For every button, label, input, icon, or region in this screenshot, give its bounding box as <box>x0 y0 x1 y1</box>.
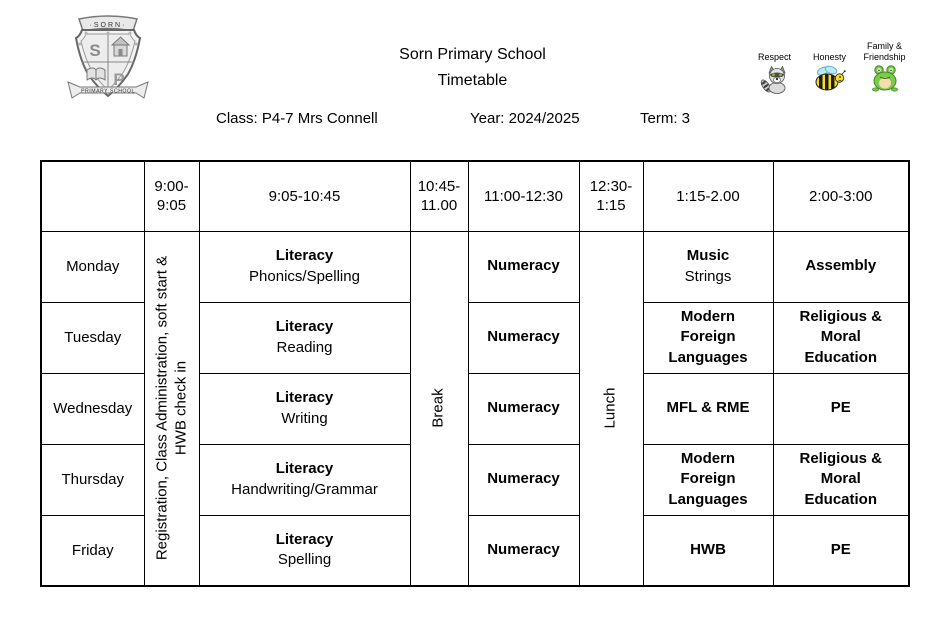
cell-monday-afternoon2 <box>773 231 909 302</box>
lunch-vertical-text: Lunch <box>601 387 619 429</box>
subject-title: Modern Foreign Languages <box>668 450 748 508</box>
cell-monday-literacy <box>199 231 410 302</box>
subject-title: MFL & RME <box>666 399 750 417</box>
cell-wednesday-afternoon2 <box>773 373 909 444</box>
header-time-afternoon1: 1:15-2.00 <box>643 161 773 231</box>
subject-title: PE <box>830 399 851 417</box>
time-header-row <box>41 161 909 231</box>
subject-title: Literacy <box>275 389 334 407</box>
cell-wednesday-afternoon1 <box>643 373 773 444</box>
school-name: Sorn Primary School <box>399 46 546 63</box>
header-time-numeracy: 11:00-12:30 <box>468 161 579 231</box>
cell-tuesday-literacy <box>199 302 410 373</box>
subject-focus: Reading <box>276 338 333 356</box>
day-label-monday: Monday <box>41 231 144 302</box>
subject-title: Numeracy <box>487 541 560 559</box>
subject-title: Numeracy <box>487 399 560 417</box>
subject-title: Literacy <box>275 318 334 336</box>
cell-friday-afternoon1 <box>643 515 773 586</box>
badge-family-friendship <box>860 28 909 94</box>
badge-honesty-label: Honesty <box>812 51 847 62</box>
badge-family-friendship-label: Family & Friendship <box>863 41 906 62</box>
subject-title: Numeracy <box>487 328 560 346</box>
crest-bottom-banner-text: PRIMARY SCHOOL <box>81 88 135 95</box>
cell-thursday-afternoon2 <box>773 444 909 515</box>
crest-letter-p: P <box>113 70 125 89</box>
subject-focus: Handwriting/Grammar <box>231 480 378 498</box>
cell-thursday-numeracy <box>468 444 579 515</box>
cell-friday-afternoon2 <box>773 515 909 586</box>
badge-respect-label: Respect <box>757 51 792 62</box>
year-label: Year: 2024/2025 <box>470 110 580 127</box>
subject-title: Literacy <box>275 531 334 548</box>
cell-tuesday-afternoon2 <box>773 302 909 373</box>
school-values-badges <box>750 28 910 94</box>
day-label-wednesday: Wednesday <box>41 373 144 444</box>
crest-top-banner-text: ·SORN· <box>89 22 127 29</box>
header-time-afternoon2: 2:00-3:00 <box>773 161 909 231</box>
cell-thursday-literacy <box>199 444 410 515</box>
cell-tuesday-numeracy <box>468 302 579 373</box>
lunch-column-cell <box>579 231 643 586</box>
frog-icon <box>870 64 900 92</box>
subject-title: Literacy <box>275 247 334 265</box>
subject-focus: Phonics/Spelling <box>249 267 360 285</box>
subject-title: PE <box>830 541 851 559</box>
header-time-lunch: 12:30-1:15 <box>579 161 643 231</box>
subject-title: Modern Foreign Languages <box>668 308 748 366</box>
bee-icon <box>813 64 847 92</box>
badge-respect <box>750 28 799 94</box>
badge-honesty <box>805 28 854 94</box>
raccoon-icon <box>760 64 790 94</box>
cell-tuesday-afternoon1 <box>643 302 773 373</box>
subject-title: Music <box>686 247 730 265</box>
registration-vertical-text: Registration, Class Administration, soft start & HWB check in <box>152 256 189 561</box>
header-time-registration: 9:00-9:05 <box>144 161 199 231</box>
cell-monday-numeracy <box>468 231 579 302</box>
document-title: Timetable <box>437 72 508 89</box>
break-column-cell <box>410 231 468 586</box>
cell-friday-numeracy <box>468 515 579 586</box>
subject-focus: Spelling <box>277 551 332 569</box>
cell-monday-afternoon1 <box>643 231 773 302</box>
class-label: Class: P4-7 Mrs Connell <box>216 110 378 127</box>
day-label-tuesday: Tuesday <box>41 302 144 373</box>
subject-title: Literacy <box>275 460 334 478</box>
day-label-friday: Friday <box>41 515 144 586</box>
cell-friday-literacy <box>199 515 410 586</box>
day-label-thursday: Thursday <box>41 444 144 515</box>
cell-wednesday-literacy <box>199 373 410 444</box>
crest-letter-s: S <box>89 41 101 60</box>
row-monday <box>41 231 909 302</box>
break-vertical-text: Break <box>429 388 447 428</box>
subject-title: Numeracy <box>487 470 560 488</box>
timetable-table <box>40 160 910 587</box>
registration-column-cell <box>144 231 199 586</box>
subject-title: Numeracy <box>487 257 560 275</box>
subject-title: HWB <box>690 541 726 559</box>
subject-focus: Writing <box>281 409 328 427</box>
subject-title: Assembly <box>805 257 877 275</box>
subject-title: Religious & Moral Education <box>799 450 882 508</box>
cell-wednesday-numeracy <box>468 373 579 444</box>
header-time-literacy: 9:05-10:45 <box>199 161 410 231</box>
header-time-break: 10:45-11.00 <box>410 161 468 231</box>
subject-focus: Strings <box>684 267 732 285</box>
header-blank-cell <box>41 161 144 231</box>
cell-thursday-afternoon1 <box>643 444 773 515</box>
term-label: Term: 3 <box>640 110 691 127</box>
subject-title: Religious & Moral Education <box>799 308 882 366</box>
